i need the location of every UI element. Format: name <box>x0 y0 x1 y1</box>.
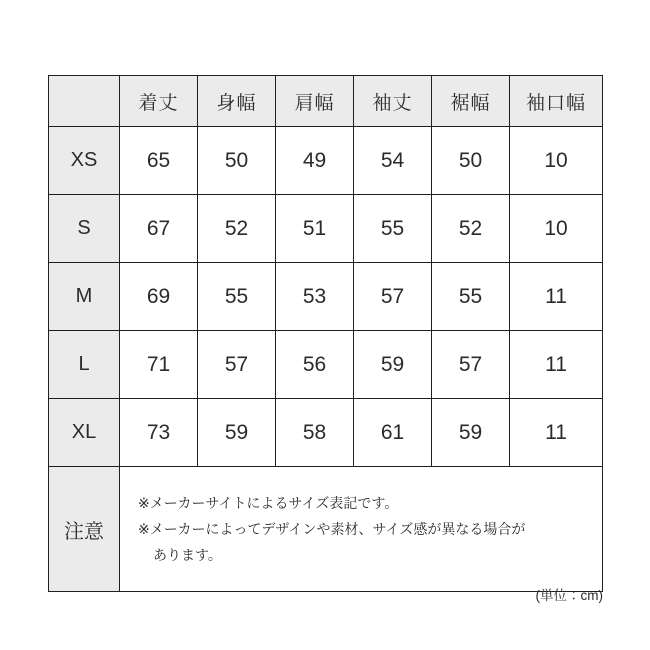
cell-value: 61 <box>354 399 432 467</box>
table-row-m <box>49 263 603 331</box>
header-row <box>49 76 603 127</box>
cell-value: 59 <box>432 399 510 467</box>
cell-value: 73 <box>120 399 198 467</box>
cell-value: 51 <box>276 195 354 263</box>
cell-value: 52 <box>198 195 276 263</box>
cell-value: 11 <box>510 399 603 467</box>
cell-value: 69 <box>120 263 198 331</box>
size-chart-table <box>48 75 603 592</box>
cell-value: 11 <box>510 331 603 399</box>
table-row-xs <box>49 127 603 195</box>
cell-value: 67 <box>120 195 198 263</box>
cell-value: 58 <box>276 399 354 467</box>
table-row-l <box>49 331 603 399</box>
column-header-sleeve-length: 袖丈 <box>354 76 432 127</box>
cell-value: 65 <box>120 127 198 195</box>
cell-value: 55 <box>432 263 510 331</box>
cell-value: 54 <box>354 127 432 195</box>
corner-cell <box>49 76 120 127</box>
cell-value: 57 <box>432 331 510 399</box>
row-label-m: M <box>49 263 120 331</box>
unit-note: (単位：cm) <box>535 588 603 603</box>
cell-value: 53 <box>276 263 354 331</box>
notice-line-2: ※メーカーによってデザインや素材、サイズ感が異なる場合が <box>138 521 526 537</box>
cell-value: 55 <box>198 263 276 331</box>
notice-line-1: ※メーカーサイトによるサイズ表記です。 <box>138 495 399 511</box>
cell-value: 49 <box>276 127 354 195</box>
cell-value: 56 <box>276 331 354 399</box>
notice-row <box>49 467 603 592</box>
column-header-hem-width: 裾幅 <box>432 76 510 127</box>
column-header-shoulder-width: 肩幅 <box>276 76 354 127</box>
column-header-body-length: 着丈 <box>120 76 198 127</box>
column-header-body-width: 身幅 <box>198 76 276 127</box>
cell-value: 57 <box>354 263 432 331</box>
notice-row-label: 注意 <box>49 467 120 592</box>
table-row-s <box>49 195 603 263</box>
row-label-l: L <box>49 331 120 399</box>
cell-value: 10 <box>510 127 603 195</box>
cell-value: 55 <box>354 195 432 263</box>
column-header-cuff-width: 袖口幅 <box>510 76 603 127</box>
cell-value: 57 <box>198 331 276 399</box>
cell-value: 71 <box>120 331 198 399</box>
table-row-xl <box>49 399 603 467</box>
cell-value: 50 <box>432 127 510 195</box>
cell-value: 11 <box>510 263 603 331</box>
cell-value: 10 <box>510 195 603 263</box>
notice-text-cell <box>120 467 603 592</box>
cell-value: 59 <box>198 399 276 467</box>
row-label-xs: XS <box>49 127 120 195</box>
cell-value: 59 <box>354 331 432 399</box>
row-label-s: S <box>49 195 120 263</box>
cell-value: 52 <box>432 195 510 263</box>
row-label-xl: XL <box>49 399 120 467</box>
notice-line-3: あります。 <box>153 547 222 563</box>
cell-value: 50 <box>198 127 276 195</box>
